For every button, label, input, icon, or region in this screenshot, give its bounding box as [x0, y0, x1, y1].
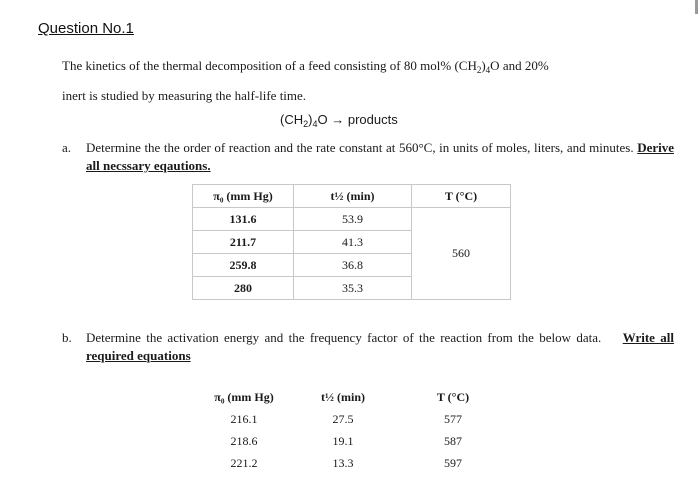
- part-b-label: b.: [62, 330, 72, 345]
- formula-inline: $(CH_2)_4O$: [454, 58, 500, 75]
- table-row: 211.7 41.3: [193, 231, 511, 254]
- temperature-cell: 560: [412, 208, 511, 300]
- table-row: 280 35.3: [193, 277, 511, 300]
- reaction-products: products: [347, 112, 398, 127]
- table-row: 131.6 53.9 560: [193, 208, 511, 231]
- part-b-text: Determine the activation energy and the frequency factor of the reaction from the below data.: [86, 330, 602, 345]
- table-a-header: π₀ (mm Hg) t½ (min) T (°C): [193, 185, 511, 208]
- part-a-text: Determine the the order of reaction and the rate constant at 560°C, in units of moles, liters, and minutes.: [86, 140, 634, 155]
- table-a: [192, 184, 511, 300]
- formula-reactant: $(CH_2)_4O$: [280, 112, 328, 129]
- question-heading: Question No.1: [38, 20, 134, 37]
- arrow-icon: →: [331, 112, 345, 127]
- part-b-emphasis: Write all required equations: [86, 330, 675, 363]
- intro-paragraph: The kinetics of the thermal decomposition of a feed consisting of 80 mol% $(CH_2)_4O$ and 20% inert is studied by measuring the half-life time.: [62, 58, 549, 103]
- table-b: [198, 386, 510, 474]
- table-row: 221.2 13.3 597: [230, 455, 462, 470]
- table-row: 259.8 36.8: [193, 254, 511, 277]
- scroll-indicator: [695, 0, 698, 14]
- part-a: [62, 139, 674, 175]
- reaction-equation: [280, 112, 398, 129]
- part-b: [62, 329, 674, 365]
- table-b-header: π₀ (mm Hg) t½ (min) T (°C): [214, 389, 470, 404]
- part-a-emphasis: Derive all necssary eqautions.: [86, 140, 675, 173]
- part-a-label: a.: [62, 140, 72, 155]
- table-row: 218.6 19.1 587: [230, 433, 462, 448]
- table-row: 216.1 27.5 577: [230, 411, 462, 426]
